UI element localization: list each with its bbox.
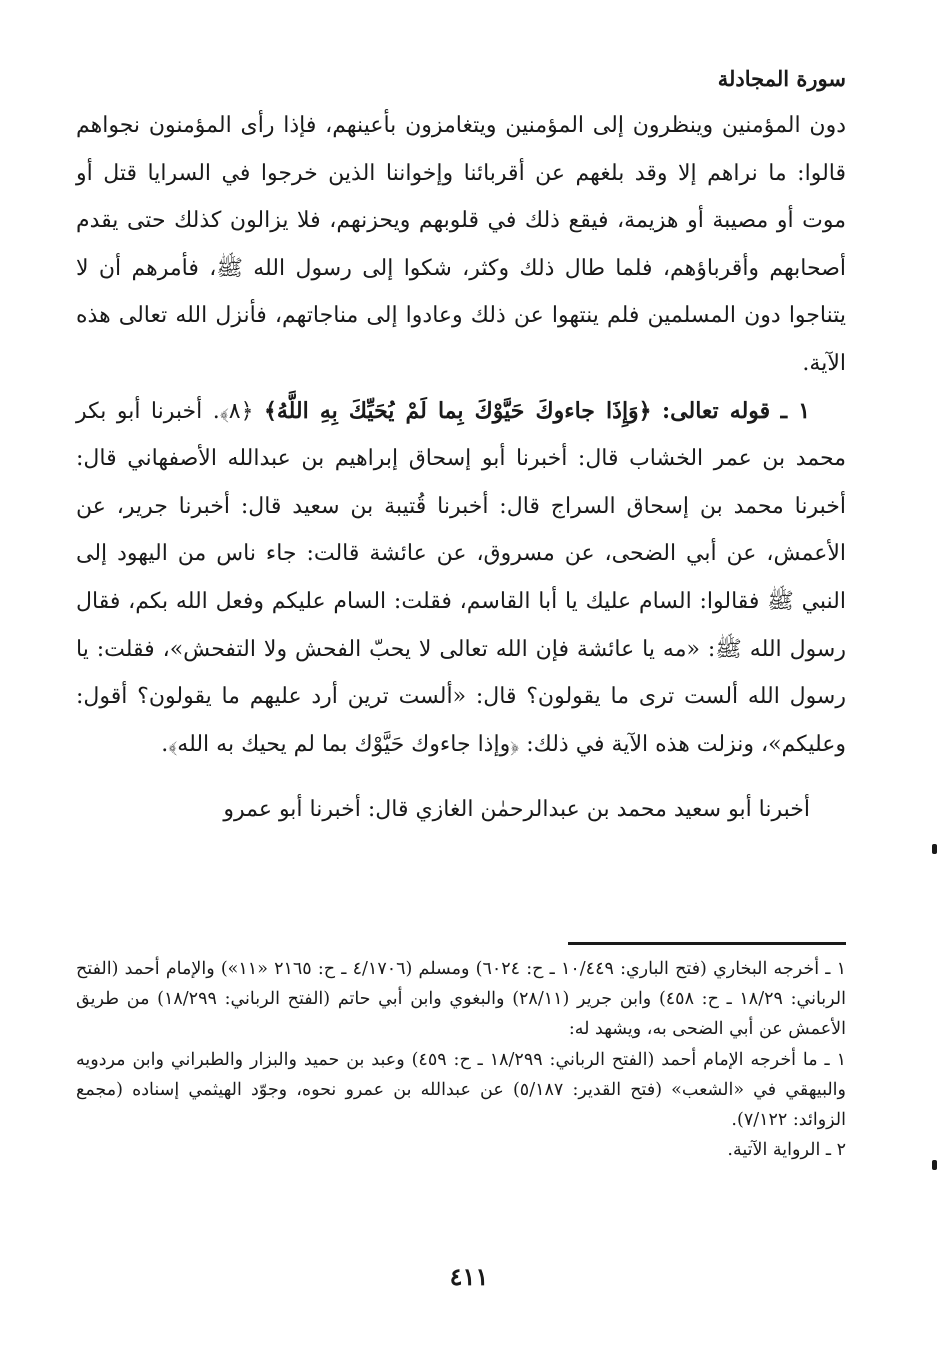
section-paragraph	[76, 388, 846, 769]
scan-mark	[932, 1160, 937, 1170]
footnote-1: ١ ـ أخرجه البخاري (فتح الباري: ١٠/٤٤٩ ـ ح: ٦٠٢٤) ومسلم (٤/١٧٠٦ ـ ح: ٢١٦٥ «١١») والإمام أحمد (الفتح الرباني: ١٨/٢٩ ـ ح: ٤٥٨) وابن جرير (٢٨/١١) والبغوي وابن أبي حاتم (الفتح الرباني: ١٨/٢٩٩) من طريق الأعمش عن أبي الضحى به، ويشهد له:	[76, 959, 846, 1040]
section-lead: قوله تعالى:	[662, 397, 771, 424]
scan-mark	[932, 844, 937, 854]
quran-verse: ﴿وَإِذَا جاءوكَ حَيَّوْكَ بِما لَمْ يُحَيِّكَ بِهِ اللَّهُ﴾	[263, 397, 652, 424]
footnote-1-sub: ١ ـ ما أخرجه الإمام أحمد (الفتح الرباني: ١٨/٢٩٩ ـ ح: ٤٥٩) وعبد بن حميد والبزار والطبراني وابن مردويه والبيهقي في «الشعب» (فتح القدير: ٥/١٨٧) عن عبدالله بن عمرو نحوه، وجوّد الهيثمي إسناده (مجمع الزوائد: ٧/١٢٢).	[76, 1049, 846, 1131]
main-text	[76, 102, 846, 834]
intro-paragraph: دون المؤمنين وينظرون إلى المؤمنين ويتغامزون بأعينهم، فإذا رأى المؤمنون نجواهم قالوا: ما نراهم إلا وقد بلغهم عن أقربائنا وإخواننا الذين خرجوا في السرايا قتل أو موت أو مصيبة أو هزيمة، فيقع ذلك في قلوبهم ويحزنهم، فلا يزالون كذلك حتى يقدم أصحابهم وأقرباؤهم، فلما طال ذلك وكثر، شكوا إلى رسول الله ﷺ، فأمرهم أن لا يتناجوا دون المسلمين فلم ينتهوا عن ذلك وعادوا إلى مناجاتهم، فأنزل الله تعالى هذه الآية.	[76, 113, 846, 376]
footnotes	[76, 954, 846, 1165]
footnote-2: ٢ ـ الرواية الآتية.	[727, 1140, 846, 1161]
next-paragraph: أخبرنا أبو سعيد محمد بن عبدالرحمٰن الغازي قال: أخبرنا أبو عمرو	[223, 797, 810, 823]
section-number: ١ ـ	[780, 397, 811, 424]
running-header: سورة المجادلة	[717, 66, 846, 91]
page-number: ٤١١	[449, 1262, 489, 1291]
section-body: ﴿٨﴾. أخبرنا أبو بكر محمد بن عمر الخشاب قال: أخبرنا أبو إسحاق إبراهيم بن عبدالله الأصفهاني قال: أخبرنا محمد بن إسحاق السراج قال: أخبرنا قُتيبة بن سعيد قال: أخبرنا جرير، عن الأعمش، عن أبي الضحى، عن مسروق، عن عائشة قالت: جاء ناس من اليهود إلى النبي ﷺ فقالوا: السام عليك يا أبا القاسم، فقلت: السام عليكم وفعل الله بكم، فقال رسول الله ﷺ: «مه يا عائشة فإن الله تعالى لا يحبّ الفحش ولا التفحش»، فقلت: يا رسول الله ألست ترى ما يقولون؟ قال: «ألست ترين أرد عليهم ما يقولون؟ أقول: وعليكم»، ونزلت هذه الآية في ذلك: ﴿وإذا جاءوك حَيَّوْك بما لم يحيك به الله﴾.	[76, 398, 846, 757]
footnote-separator	[568, 942, 846, 945]
